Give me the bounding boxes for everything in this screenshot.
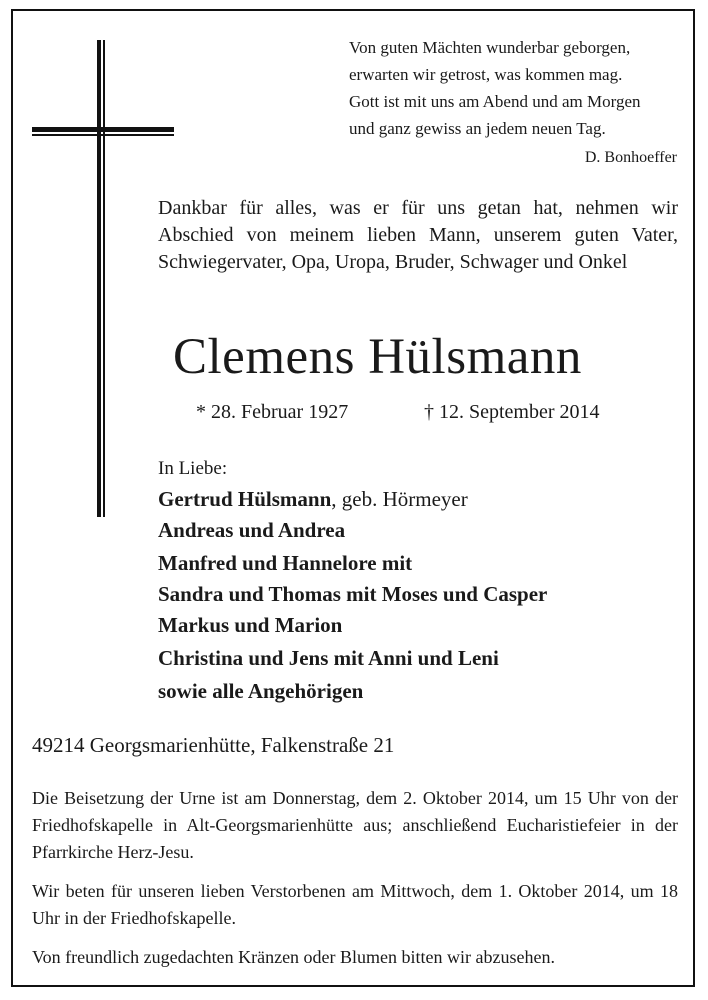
mourner-name: Sandra und Thomas mit Moses und Casper <box>158 582 548 606</box>
mourners-intro: In Liebe: <box>158 458 228 479</box>
prayer-info: Wir beten für unseren lieben Verstorbenen am Mittwoch, dem 1. Oktober 2014, um 18 Uhr in der Friedhofskapelle. <box>32 881 678 928</box>
mourner-line <box>158 675 547 708</box>
poem-author: D. Bonhoeffer <box>584 149 677 166</box>
mourner-name: sowie alle Angehörigen <box>158 679 364 703</box>
mourner-line <box>158 547 547 580</box>
death-date: † 12. September 2014 <box>424 401 600 423</box>
mourner-line <box>158 485 547 514</box>
flowers-note: Von freundlich zugedachten Kränzen oder Blumen bitten wir abzusehen. <box>32 947 555 967</box>
intro-text: Dankbar für alles, was er für uns getan hat, nehmen wir Abschied von meinem lieben Mann, unserem guten Vater, Schwiegervater, Opa, Uropa, Bruder, Schwager und Onkel <box>158 197 678 273</box>
poem-line: Von guten Mächten wunderbar geborgen, <box>349 38 631 57</box>
address: 49214 Georgsmarienhütte, Falkenstraße 21 <box>32 733 395 757</box>
birth-date: * 28. Februar 1927 <box>196 401 349 423</box>
poem-line: und ganz gewiss an jedem neuen Tag. <box>349 119 606 138</box>
mourner-line <box>158 642 547 675</box>
mourner-line <box>158 609 547 642</box>
deceased-name: Clemens Hülsmann <box>173 329 582 385</box>
poem <box>349 34 679 142</box>
poem-line: Gott ist mit uns am Abend und am Morgen <box>349 92 641 111</box>
mourner-name: Markus und Marion <box>158 613 343 637</box>
mourner-name: Andreas und Andrea <box>158 518 346 542</box>
poem-line: erwarten wir getrost, was kommen mag. <box>349 65 623 84</box>
mourners-list <box>158 485 547 708</box>
mourner-name: Manfred und Hannelore mit <box>158 551 413 575</box>
mourner-line <box>158 514 547 547</box>
mourner-line <box>158 580 547 609</box>
funeral-info: Die Beisetzung der Urne ist am Donnerstag, dem 2. Oktober 2014, um 15 Uhr von der Friedhofskapelle in Alt-Georgsmarienhütte aus; anschließend Eucharistiefeier in der Pfarrkirche Herz-Jesu. <box>32 788 678 862</box>
mourner-suffix: , geb. Hörmeyer <box>331 487 468 511</box>
mourner-name: Gertrud Hülsmann <box>158 487 332 511</box>
mourner-name: Christina und Jens mit Anni und Leni <box>158 646 499 670</box>
